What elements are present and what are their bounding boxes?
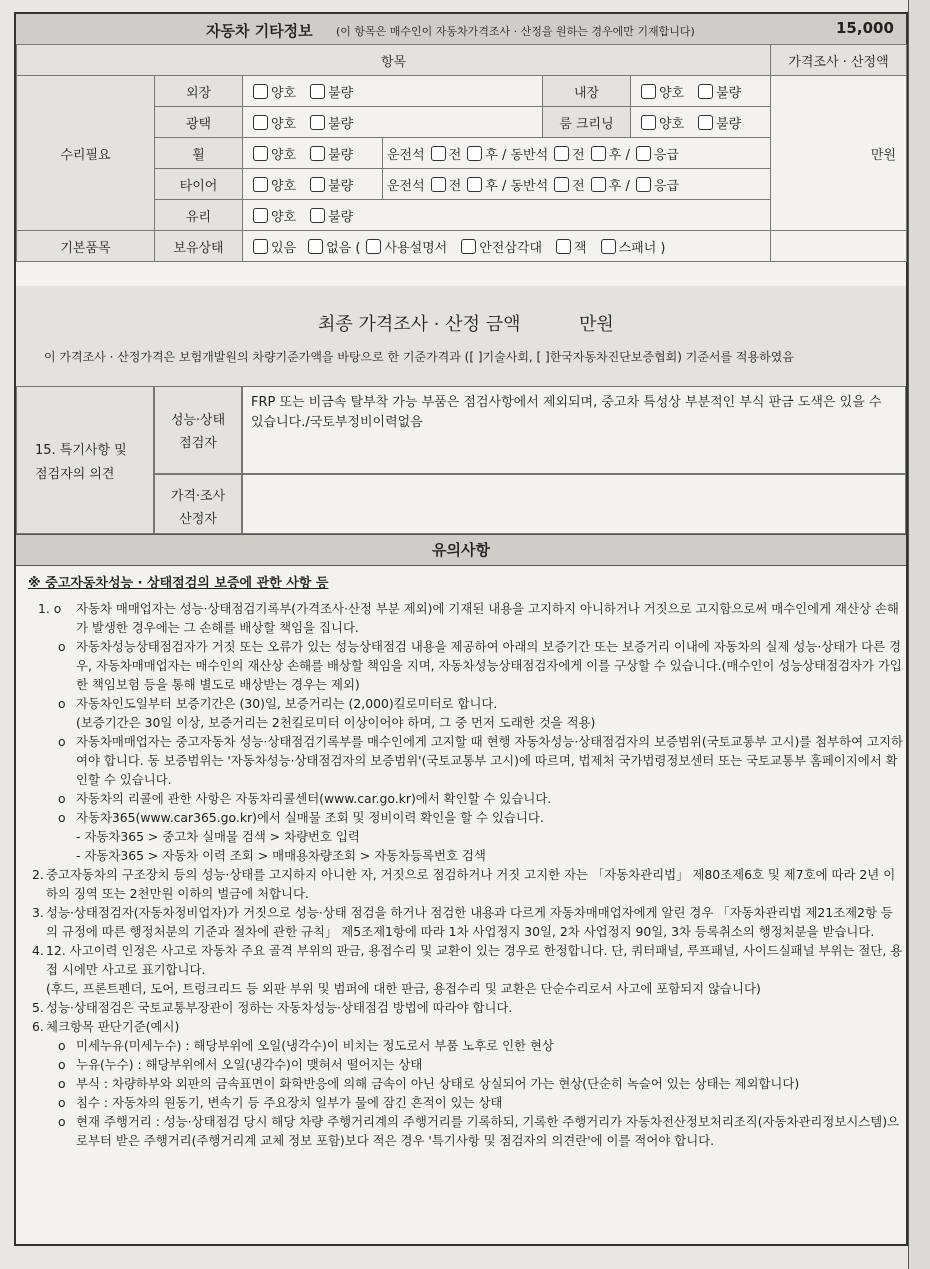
caution-item: (보증기간은 30일 이상, 보증거리는 2천킬로미터 이상이어야 하며, 그 중 먼저 도래한 것을 적용) [76, 715, 596, 730]
checkbox[interactable] [591, 146, 606, 161]
checkbox[interactable] [556, 239, 571, 254]
caution-item: - 자동차365 > 중고차 실매물 검색 > 차량번호 입력 [76, 829, 360, 844]
caution-heading: 유의사항 [16, 534, 906, 566]
caution-item: - 자동차365 > 자동차 이력 조회 > 매매용차량조회 > 자동차등록번호 검색 [76, 848, 486, 863]
caution-item: o 자동차365(www.car365.go.kr)에서 실매물 조회 및 정비이력 확인을 할 수 있습니다. [58, 810, 544, 825]
glass-options: 양호 불량 [243, 200, 771, 231]
final-price-section [16, 286, 906, 387]
row-tire: 타이어 [155, 169, 243, 200]
numbered-item: (후드, 프론트펜더, 도어, 트렁크리드 등 외판 부위 및 범퍼에 대한 판금, 용접수리 및 교환은 단순수리로서 사고에 포함되지 않습니다) [46, 981, 761, 996]
caution-section-title: ※ 중고자동차성능 · 상태점검의 보증에 관한 사항 등 [28, 576, 329, 591]
room-options: 양호 불량 [631, 107, 771, 138]
form-title: 자동차 기타정보 [206, 22, 313, 40]
checkbox[interactable] [601, 239, 616, 254]
numbered-item: 2. 중고자동차의 구조장치 등의 성능·상태를 고지하지 아니한 자, 거짓으로 점검하거나 거짓 고지한 자는 「자동차관리법」 제80조제6호 및 제7호에 따라 2년 이하의 징역 또는 2천만원 이하의 벌금에 처합니다. [32, 867, 896, 901]
caution-item: o 자동차인도일부터 보증기간은 (30)일, 보증거리는 (2,000)킬로미터로 합니다. [58, 696, 498, 711]
checkbox[interactable] [698, 84, 713, 99]
special-label: 15. 특기사항 및 점검자의 의견 [16, 386, 154, 534]
checkbox[interactable] [636, 177, 651, 192]
row-gloss: 광택 [155, 107, 243, 138]
wheel-options: 양호 불량 [243, 138, 383, 169]
numbered-item: 6. 체크항목 판단기준(예시) [32, 1019, 180, 1034]
criteria-item: o 누유(누수) : 해당부위에서 오일(냉각수)이 맺혀서 떨어지는 상태 [58, 1057, 423, 1072]
col-price-header: 가격조사 · 산정액 [771, 45, 907, 76]
checkbox[interactable] [467, 177, 482, 192]
caution-item: o 자동차매매업자는 중고자동차 성능·상태점검기록부를 매수인에게 고지할 때 현행 자동차성능·상태점검자의 보증범위(국토교통부 고시)를 첨부하여 고지하여야 합니다. 동 보증범위는 '자동차성능·상태점검자의 보증범위'(국토교통부 고시)에 따르며, 법제처 국가법령정보센터 또는 국토교통부 홈페이지에서 확인할 수 있습니다. [58, 734, 903, 787]
price-unit: 만원 [771, 76, 907, 231]
checkbox[interactable] [461, 239, 476, 254]
row-possess: 보유상태 [155, 231, 243, 262]
possess-options: 있음 없음 ( 사용설명서 안전삼각대 잭 스패너 ) [243, 231, 771, 262]
possess-price [771, 231, 907, 262]
checkbox[interactable] [308, 239, 323, 254]
fee-amount: 15,000 [836, 19, 894, 37]
numbered-item: 4. 12. 사고이력 인정은 사고로 자동차 주요 골격 부위의 판금, 용접수리 및 교환이 있는 경우로 한정합니다. 단, 쿼터패널, 루프패널, 사이드실패널 부위는 절단, 용접 시에만 사고로 표기합니다. [32, 943, 903, 977]
interior-options: 양호 불량 [631, 76, 771, 107]
final-price-title: 최종 가격조사 · 산정 금액 [318, 314, 521, 335]
other-info-table [16, 44, 907, 262]
final-price-unit: 만원 [579, 314, 614, 335]
criteria-item: o 침수 : 자동차의 원동기, 변속기 등 주요장치 일부가 물에 잠긴 흔적이 있는 상태 [58, 1095, 503, 1110]
adjacent-page-edge [908, 0, 930, 1269]
checkbox[interactable] [253, 84, 268, 99]
repair-group-label: 수리필요 [17, 76, 155, 231]
checkbox[interactable] [310, 146, 325, 161]
checkbox[interactable] [431, 177, 446, 192]
criteria-item: o 부식 : 차량하부와 외판의 금속표면이 화학반응에 의해 금속이 아닌 상태로 상실되어 가는 현상(단순히 녹슬어 있는 상태는 제외합니다) [58, 1076, 800, 1091]
perf-inspector-remark: FRP 또는 비금속 탈부착 가능 부품은 점검사항에서 제외되며, 중고차 특성상 부분적인 부식 판금 도색은 있을 수 있습니다./국토부정비이력없음 [242, 386, 906, 474]
inspection-form [14, 12, 908, 1246]
caution-item: 1. o 자동차 매매업자는 성능·상태점검기록부(가격조사·산정 부분 제외)에 기재된 내용을 고지하지 아니하거나 거짓으로 고지함으로써 매수인에게 재산상 손해가 발생한 경우에는 그 손해를 배상할 책임을 집니다. [38, 601, 899, 635]
numbered-item: 3. 성능·상태점검자(자동차정비업자)가 거짓으로 성능·상태 점검을 하거나 점검한 내용과 다르게 자동차매매업자에게 알린 경우 「자동차관리법 제21조제2항 등의 규정에 따른 행정처분의 기준과 절차에 관한 규칙」 제5조제1항에 따라 1차 사업정지 30일, 2차 사업정지 90일, 3차 등록취소의 행정처분을 받습니다. [32, 905, 893, 939]
title-bar [16, 14, 906, 45]
checkbox[interactable] [310, 115, 325, 130]
row-interior: 내장 [543, 76, 631, 107]
checkbox[interactable] [253, 208, 268, 223]
basic-group-label: 기본품목 [17, 231, 155, 262]
checkbox[interactable] [554, 177, 569, 192]
checkbox[interactable] [641, 115, 656, 130]
row-room-cleaning: 룸 크리닝 [543, 107, 631, 138]
checkbox[interactable] [253, 239, 268, 254]
col-item-header: 항목 [17, 45, 771, 76]
checkbox[interactable] [698, 115, 713, 130]
gloss-options: 양호 불량 [243, 107, 543, 138]
checkbox[interactable] [591, 177, 606, 192]
special-notes-section [16, 386, 906, 534]
numbered-item: 5. 성능·상태점검은 국토교통부장관이 정하는 자동차성능·상태점검 방법에 따라야 합니다. [32, 1000, 513, 1015]
criteria-item: o 현재 주행거리 : 성능·상태점검 당시 해당 차량 주행거리계의 주행거리를 기록하되, 기록한 주행거리가 자동차전산정보처리조직(자동차관리정보시스템)으로부터 받은 주행거리(주행거리계 교체 정보 포함)보다 적은 경우 '특기사항 및 점검자의 의견란'에 이를 적어야 합니다. [58, 1114, 900, 1148]
checkbox[interactable] [431, 146, 446, 161]
form-title-note: (이 항목은 매수인이 자동차가격조사 · 산정을 원하는 경우에만 기재합니다) [336, 25, 695, 38]
checkbox[interactable] [253, 146, 268, 161]
tire-positions: 운전석 전 후 / 동반석 전 후 / 응급 [383, 169, 771, 200]
checkbox[interactable] [366, 239, 381, 254]
checkbox[interactable] [467, 146, 482, 161]
tire-options: 양호 불량 [243, 169, 383, 200]
checkbox[interactable] [310, 177, 325, 192]
exterior-options: 양호 불량 [243, 76, 543, 107]
checkbox[interactable] [554, 146, 569, 161]
caution-item: o 자동차성능상태점검자가 거짓 또는 오류가 있는 성능상태점검 내용을 제공하여 아래의 보증기간 또는 보증거리 이내에 자동차의 실제 성능·상태가 다른 경우, 자동차매매업자는 매수인의 재산상 손해를 배상할 책임을 지며, 자동차성능상태점검자에게 이를 구상할 수 있습니다.(매수인이 성능상태점검자가 가입한 책임보험 등을 통해 별도로 배상받는 경우는 제외) [58, 639, 902, 692]
checkbox[interactable] [310, 208, 325, 223]
criteria-item: o 미세누유(미세누수) : 해당부위에 오일(냉각수)이 비치는 정도로서 부품 노후로 인한 현상 [58, 1038, 554, 1053]
checkbox[interactable] [636, 146, 651, 161]
final-price-note: 이 가격조사 · 산정가격은 보험개발원의 차량기준가액을 바탕으로 한 기준가격과 ([ ]기술사회, [ ]한국자동차진단보증협회) 기준서를 적용하였음 [44, 350, 794, 364]
caution-item: o 자동차의 리콜에 관한 사항은 자동차리콜센터(www.car.go.kr)에서 확인할 수 있습니다. [58, 791, 552, 806]
wheel-positions: 운전석 전 후 / 동반석 전 후 / 응급 [383, 138, 771, 169]
row-glass: 유리 [155, 200, 243, 231]
row-exterior: 외장 [155, 76, 243, 107]
checkbox[interactable] [253, 115, 268, 130]
checkbox[interactable] [641, 84, 656, 99]
checkbox[interactable] [253, 177, 268, 192]
perf-inspector-label: 성능·상태 점검자 [154, 386, 242, 474]
price-assessor-remark [242, 474, 906, 534]
checkbox[interactable] [310, 84, 325, 99]
caution-body [28, 574, 903, 1150]
row-wheel: 휠 [155, 138, 243, 169]
price-assessor-label: 가격·조사 산정자 [154, 474, 242, 534]
